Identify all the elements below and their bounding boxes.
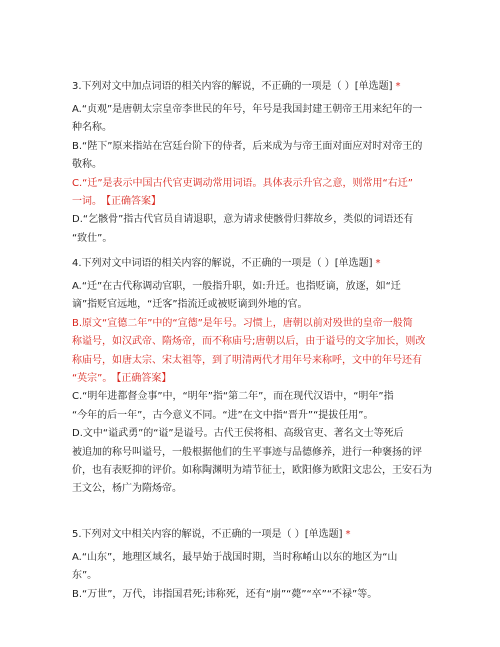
option-a bbox=[72, 101, 492, 138]
option-text: “乞骸骨”指古代官员自请退职，意为请求使骸骨归葬故乡，类似的词语还有 bbox=[82, 214, 414, 226]
option-text: 谪”指贬官远地，“迁客”指流迁或被贬谪到外地的官。 bbox=[72, 299, 308, 311]
option-line bbox=[72, 586, 492, 604]
option-text: 敬称。 bbox=[72, 159, 102, 171]
option-text: 原文“宣德二年”中的“宣德”是年号。习惯上，唐朝以前对殁世的皇帝一般简 bbox=[82, 317, 413, 329]
question-number: 5. bbox=[72, 529, 82, 540]
option-label: D. bbox=[72, 428, 83, 440]
option-text: 称庙号，如唐太宗、宋太祖等，到了明清两代才用年号来称呼，文中的年号还有 bbox=[72, 354, 422, 366]
question-type-label: [单选题] bbox=[304, 529, 343, 540]
option-label: B. bbox=[72, 588, 83, 600]
question-number: 3. bbox=[72, 81, 82, 92]
option-text: “英宗”。 bbox=[72, 372, 113, 384]
option-text: “明年进都督佥事”中，“明年”指“第二年”，而在现代汉语中，“明年”指 bbox=[82, 391, 394, 403]
option-line bbox=[72, 175, 492, 193]
option-c bbox=[72, 388, 492, 425]
option-text: “陛下”原来指站在宫廷台阶下的侍者，后来成为与帝王面对面应对时对帝王的 bbox=[82, 140, 423, 152]
option-text: “山东”，地理区域名，最早始于战国时期，当时称崤山以东的地区为“山 bbox=[81, 552, 398, 563]
option-text: 王文公，杨广为隋炀帝。 bbox=[72, 483, 182, 495]
question-type-label: [单选题] bbox=[354, 81, 393, 92]
question-type-label: [单选题] bbox=[334, 258, 373, 269]
question-4 bbox=[72, 255, 492, 499]
option-text: “迁”在古代称调动官职，一般指升职，如:升迁。也指贬谪，放逐，如“迁 bbox=[81, 281, 401, 292]
option-text: “贞观”是唐朝太宗皇帝李世民的年号，年号是我国封建王朝帝王用来纪年的一 bbox=[81, 104, 423, 115]
option-label: A. bbox=[72, 104, 82, 115]
option-c-correct bbox=[72, 175, 492, 212]
option-b bbox=[72, 586, 492, 604]
option-text: 价，也有表贬抑的评价。如称陶渊明为靖节征士，欧阳修为欧阳文忠公，王安石为 bbox=[72, 464, 432, 476]
option-text: 一词。 bbox=[72, 195, 102, 207]
required-asterisk: * bbox=[345, 529, 351, 540]
option-text: “迁”是表示中国古代官吏调动常用词语。具体表示升官之意，则常用“右迁” bbox=[82, 177, 413, 189]
option-d bbox=[72, 425, 492, 499]
option-b bbox=[72, 138, 492, 175]
option-a bbox=[72, 549, 492, 586]
option-text: “今年的后一年”，古今意义不同。“进”在文中指“晋升”“提拔任用”。 bbox=[72, 409, 374, 421]
option-text: “万世”，万代，讳指国君死;讳称死，还有“崩”“薨”“卒”“不禄”等。 bbox=[82, 588, 378, 600]
option-label: C. bbox=[72, 391, 83, 403]
required-asterisk: * bbox=[395, 81, 401, 92]
question-number: 4. bbox=[72, 258, 82, 269]
question-prompt: 下列对文中相关内容的解说，不正确的一项是（ ） bbox=[81, 529, 305, 540]
question-heading bbox=[72, 78, 492, 96]
option-a bbox=[72, 278, 492, 315]
option-line bbox=[72, 211, 492, 229]
option-line bbox=[72, 425, 492, 443]
option-label: A. bbox=[72, 552, 82, 563]
option-text: 种名称。 bbox=[72, 122, 112, 134]
option-label: A. bbox=[72, 281, 82, 292]
option-b-correct bbox=[72, 315, 492, 389]
option-label: D. bbox=[72, 214, 83, 226]
option-text: 文中“谥武勇”的“谥”是谥号。古代王侯将相、高级官吏、著名文士等死后 bbox=[82, 428, 404, 440]
option-line bbox=[72, 388, 492, 406]
option-line bbox=[72, 549, 492, 567]
option-line bbox=[72, 370, 492, 388]
option-d bbox=[72, 211, 492, 248]
option-line bbox=[72, 138, 492, 156]
correct-answer-tag: 【正确答案】 bbox=[116, 372, 172, 384]
option-label: C. bbox=[72, 177, 83, 189]
option-line bbox=[72, 101, 492, 119]
required-asterisk: * bbox=[375, 258, 381, 269]
option-text: 称谥号，如汉武帝、隋炀帝，而不称庙号;唐朝以后，由于谥号的文字加长，则改 bbox=[72, 336, 426, 348]
option-text: 东”。 bbox=[72, 570, 98, 582]
option-line bbox=[72, 193, 492, 211]
question-heading bbox=[72, 255, 492, 273]
option-line bbox=[72, 278, 492, 296]
question-prompt: 下列对文中加点词语的相关内容的解说，不正确的一项是（ ） bbox=[81, 81, 355, 92]
option-label: B. bbox=[72, 317, 83, 329]
option-text: “致仕”。 bbox=[72, 232, 113, 244]
question-heading bbox=[72, 526, 492, 544]
option-line bbox=[72, 315, 492, 333]
question-3 bbox=[72, 78, 492, 248]
option-label: B. bbox=[72, 140, 83, 152]
question-5 bbox=[72, 526, 492, 604]
question-prompt: 下列对文中词语的相关内容的解说，不正确的一项是（ ） bbox=[81, 258, 335, 269]
option-text: 被追加的称号叫谥号，一般根据他们的生平事迹与品德修养，进行一种褒扬的评 bbox=[72, 446, 422, 458]
correct-answer-tag: 【正确答案】 bbox=[106, 195, 161, 207]
